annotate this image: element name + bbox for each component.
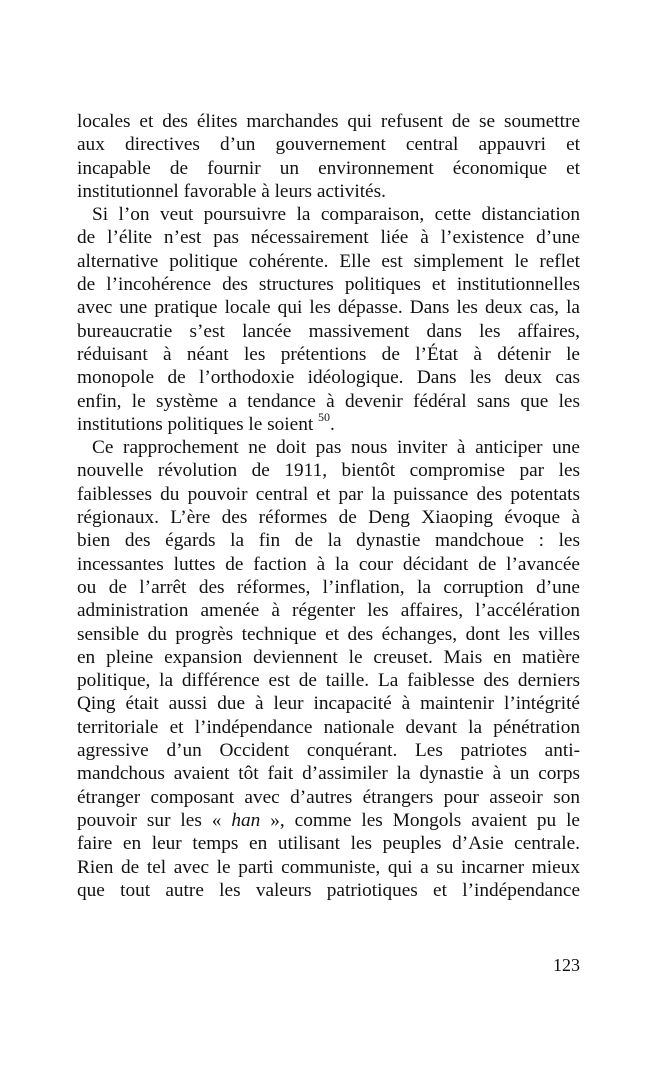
text-line: bureaucratie s’est lancée massivement dans les affaires, — [77, 320, 580, 342]
text-line: faiblesses du pouvoir central et par la puissance des potentats — [77, 483, 580, 505]
text-line: nouvelle révolution de 1911, bientôt compromise par les — [77, 460, 580, 482]
text-line: monopole de l’orthodoxie idéologique. Dans les deux cas — [77, 367, 580, 389]
text-line: ou de l’arrêt des réformes, l’inflation, la corruption d’une — [77, 576, 580, 598]
text-line: étranger composant avec d’autres étrangers pour asseoir son — [77, 786, 580, 808]
text-line: institutionnel favorable à leurs activités. — [77, 180, 386, 202]
text-line: faire en leur temps en utilisant les peuples d’Asie centrale. — [77, 833, 580, 855]
italic-term: han — [231, 809, 261, 831]
text-line: Si l’on veut poursuivre la comparaison, cette distanciation — [92, 204, 580, 226]
text-line — [77, 409, 580, 436]
text-line: réduisant à néant les prétentions de l’État à détenir le — [77, 343, 580, 365]
text-line: locales et des élites marchandes qui refusent de se soumettre — [77, 111, 580, 132]
text-line: incessantes luttes de faction à la cour décidant de l’avancée — [77, 553, 580, 575]
text-segment: pouvoir sur les « — [77, 809, 232, 831]
text-line: que tout autre les valeurs patriotiques et l’indépendance — [77, 879, 580, 901]
text-line: sensible du progrès technique et des échanges, dont les villes — [77, 623, 580, 645]
text-line: incapable de fournir un environnement économique et — [77, 157, 580, 179]
text-segment: institutions politiques le soient — [77, 413, 319, 435]
text-line: mandchous avaient tôt fait d’assimiler la dynastie à un corps — [77, 763, 580, 785]
paragraph — [77, 436, 580, 902]
page-number: 123 — [553, 955, 580, 975]
text-line: Qing était aussi due à leur incapacité à maintenir l’intégrité — [77, 693, 580, 715]
text-line: administration amenée à régenter les affaires, l’accélération — [77, 600, 580, 622]
paragraph — [77, 203, 580, 436]
text-line: régionaux. L’ère des réformes de Deng Xiaoping évoque à — [77, 507, 580, 529]
text-line: enfin, le système a tendance à devenir fédéral sans que les — [77, 390, 580, 412]
paragraph — [77, 110, 580, 203]
text-line — [77, 809, 580, 832]
body-text — [77, 110, 580, 902]
text-line: aux directives d’un gouvernement central appauvri et — [77, 134, 580, 156]
text-line: avec une pratique locale qui les dépasse. Dans les deux cas, la — [77, 297, 580, 319]
text-segment: », comme les Mongols avaient pu le — [260, 809, 580, 831]
text-line: de l’incohérence des structures politiques et institutionnelles — [77, 274, 580, 296]
text-line: alternative politique cohérente. Elle est simplement le reflet — [77, 250, 580, 272]
text-line: Rien de tel avec le parti communiste, qui a su incarner mieux — [77, 856, 580, 878]
text-line: politique, la différence est de taille. La faiblesse des derniers — [77, 670, 580, 692]
text-line: territoriale et l’indépendance nationale devant la pénétration — [77, 716, 580, 738]
text-line: agressive d’un Occident conquérant. Les patriotes anti- — [77, 740, 580, 762]
text-segment: . — [330, 413, 335, 435]
footnote-ref: 50 — [318, 409, 331, 424]
text-line: bien des égards la fin de la dynastie mandchoue : les — [77, 530, 580, 552]
text-line: de l’élite n’est pas nécessairement liée à l’existence d’une — [77, 227, 580, 249]
text-line: en pleine expansion deviennent le creuset. Mais en matière — [77, 646, 580, 668]
text-line: Ce rapprochement ne doit pas nous inviter à anticiper une — [92, 437, 580, 459]
